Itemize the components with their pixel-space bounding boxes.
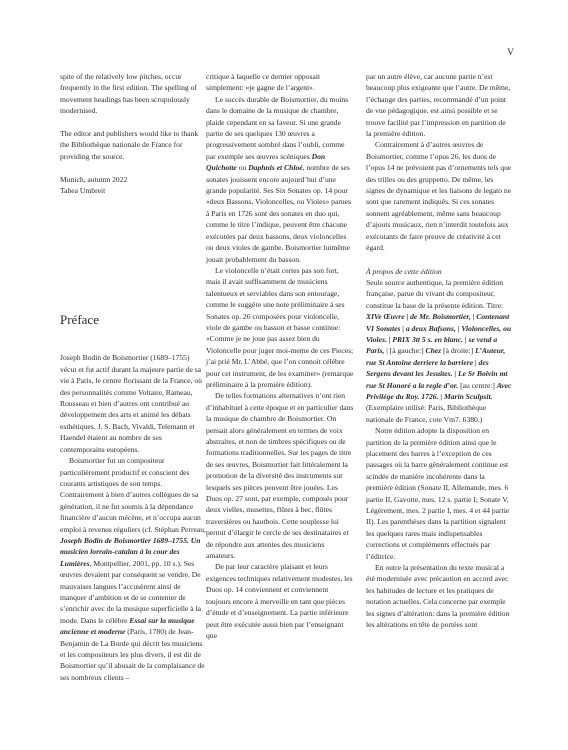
paragraph: Le violoncelle n’était certes pas son fort, mais il avait suffisamment de musiciens talentueux et serviables dans son entourage, comme le suggère une note préliminaire à ses Sonates op. 26 composées pour violoncelle, viole de gambe ou basson et basse continue: «Comme je ne joue pas assez bien du Violoncelle pour juger moi-meme de ces Pieces; j’ai prié Mr. L’Abbé, que l’on connoit célébre pour cet instrument, de les examiner» (remarque préliminaire à la première édition). — [206, 265, 354, 389]
paragraph: Notre édition adopte la disposition en partition de la première édition ainsi que le placement des barres à l’exception de ces passages où la barre généralement continue est scindée de manière incohérente dans la première édition (Sonate II, Allemande, mes. 6 partie II, Gavotte, mes. 12 s. partie I; Sonate V, Légèrement, mes. 2 partie I, mes. 4 et 44 partie II). Les parenthèses dans la partition signalent les quelques rares mais indispensables corrections et compléments effectués par l’éditrice. — [366, 426, 510, 561]
section-heading: Préface — [60, 312, 99, 328]
paragraph: par un autre élève, car aucune partie n’est beaucoup plus exigeante que l’autre. De même, l’échange des parties, recommandé d’un point de vue pédagogique, est ainsi possible et se trouve facilité par l’impression en partition de la première édition. — [366, 72, 511, 139]
column-middle — [206, 71, 354, 641]
paragraph: Boismortier fut un compositeur particulièrement productif et conscient des courants artistiques de son temps. Contrairement à bien d’autres collègues de sa génération, il ne fut soumis à la dépendance financière d’aucun mécène, et n’occupa aucun emploi à revenus réguliers (cf. Stéphan Perreau, Joseph Bodin de Boismortier 1689–1755. Un musicien lorrain-catalan à la cour des Lumières, Montpellier, 2001, pp. 10 s.). Ses œuvres devaient par conséquent se vendre. De mauvaises langues l’accusèrent ainsi de manquer d’ambition et de se contenter de s’enrichir avec de la musique superficielle à la mode. Dans le célèbre Essai sur la musique ancienne et moderne (Paris, 1780) de Jean-Benjamin de La Borde qui décrit les musiciens et les compositeurs les plus divers, il est dit de Boismortier qu’il abusait de la complaisance de ses nombreux clients – — [60, 456, 206, 682]
acknowledgements: The editor and publishers would like to thank the Bibliothèque nationale de France for providing the source. — [60, 129, 199, 161]
paragraph: Seule source authentique, la première édition française, parue du vivant du compositeur, constitue la base de la présente édition. Titre: XIVe Œuvre | de Mr. Boismortier, | Contenant VI Sonates | a deux Bafsons, | Violoncelles, ou Violes. | PRIX 3tt 5 s. en blanc. | se vend a Paris, | [à gauche:] Chez [à droite:] L’Auteur, rue St Antoine derriere la barriere | des Sergens devant les Jesuites. | Le Sr Boivin mt rue St Honoré a la regle d’or. [au centre:] Avec Privilége du Roy. 1726. | Marin Sculpsit. (Exemplaire utilisé: Paris, Bibliothèque nationale de France, cote Vm7. 6380.) — [366, 277, 512, 424]
page-number: V — [507, 48, 514, 58]
paragraph: critique à laquelle ce dernier opposait simplement: «je gagne de l’argent». — [206, 72, 321, 93]
paragraph: De telles formations alternatives n’ont rien d’inhabituel à cette époque et en particulier dans la musique de chambre de Boismortier. On pensait alors généralement en termes de voix abstraites, et non de timbres spécifiques ou de formations traditionnelles. Sur les pages de titre de ses œuvres, Boismortier fait littéralement la promotion de la diversité des instruments sur lesquels ses pièces peuvent être jouées. Les Duos op. 27 sont, par exemple, composés pour deux vielles, musettes, flûtes à bec, flûtes traversières ou hautbois. Cette souplesse lui permit d’élargir le cercle de ses destinataires et de répondre aux attentes des musiciens amateurs. — [206, 391, 354, 561]
place-date: Munich, autumn 2022 — [60, 174, 128, 184]
column-right — [366, 71, 512, 631]
paragraph: De par leur caractère plaisant et leurs exigences techniques relativement modestes, les Duos op. 14 conviennent et conviennent toujours encore à merveille en tant que pièces d’étude et d’enseignement. La partie inférieure peut être exécutée aussi bien par l’enseignant que — [206, 562, 353, 640]
paragraph: Le succès durable de Boismortier, du moins dans le domaine de la musique de chambre, plaide cependant en sa faveur. Si une grande partie de ses quelques 130 œuvres a progressivement sombré dans l’oubli, comme par exemple ses œuvres scéniques Don Quichotte ou Daphnis et Chloé, nombre de ses sonates jouissent encore aujourd’hui d’une grande popularité. Ses Six Sonates op. 14 pour «deux Bassons, Violoncelles, ou Violes» parues à Paris en 1726 sont des sonates en duo qui, comme le titre l’indique, peuvent être chacune exécutées par deux bassons, deux violoncelles ou deux violes de gambe. Boismortier luimême jouait probablement du basson. — [206, 94, 351, 264]
column-left — [60, 71, 207, 683]
paragraph: spite of the relatively low pitches, occur frequently in the first edition. The spelling of movement headings has been scrupulously modernised. — [60, 72, 197, 116]
paragraph: Joseph Bodin de Boismortier (1689–1755) vécut et fut actif durant la majeure partie de sa vie à Paris, le centre florissant de la France, où des personnalités comme Voltaire, Rameau, Rousseau et bien d’autres ont contribué au développement des arts et animé les débats esthétiques. J. S. Bach, Vivaldi, Telemann et Haendel étaient au nombre de ses contemporains européens. — [60, 353, 202, 454]
subsection-heading: À propos de cette édition — [366, 266, 442, 276]
author-name: Tabea Umbreit — [60, 186, 106, 196]
paragraph: Contrairement à d’autres œuvres de Boismortier, comme l’opus 26, les duos de l’opus 14 ne prévoient pas d’ornements tels que des trilles ou des gruppetto. De même, les signes de dynamique et les liaisons de legato ne sont que rarement indiqués. Si ces sonates sonnent agréablement, même sans beaucoup d’ajouts musicaux, rien n’interdit toutefois aux exécutants de faire preuve de créativité à cet égard. — [366, 140, 512, 253]
paragraph: En outre la présentation du texte musical a été modernisée avec précaution en accord avec les habitudes de lecture et les pratiques de notation actuelles. Cela concerne par exemple les signes d’altération: dans la première édition les altérations en tête de portées sont — [366, 563, 510, 630]
